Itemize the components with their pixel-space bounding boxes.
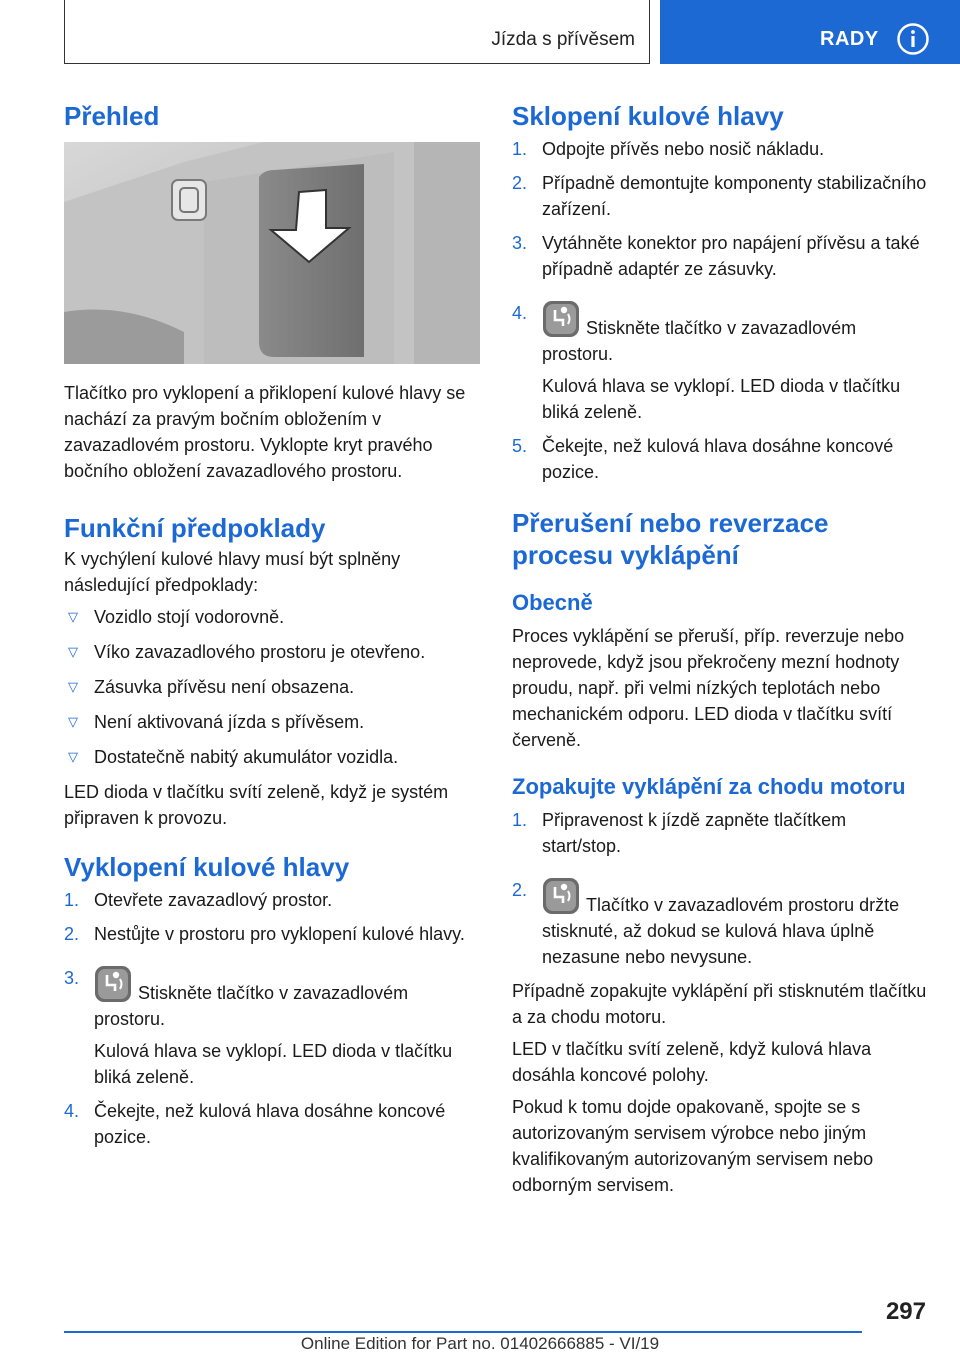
triangle-bullet-icon: ▽ <box>68 749 78 764</box>
header-section-box <box>64 0 650 64</box>
conditions-list <box>64 604 482 770</box>
vyklopeni-steps <box>64 887 482 1150</box>
page-number: 297 <box>885 1298 926 1325</box>
header-section-title: Jízda s přívěsem <box>491 29 635 50</box>
paragraph-service: Pokud k tomu dojde opakovaně, spojte se s autorizovaným servisem výrobce nebo jiným kvalifikovaným autorizovaným servisem nebo odborným servisem. <box>512 1097 874 1195</box>
list-item: 3. Vytáhněte konektor pro napájení přívěsu a také případně adaptér ze zásuvky. <box>512 233 920 279</box>
list-item: ▽ Víko zavazadlového prostoru je otevřeno. <box>64 639 482 665</box>
right-column <box>512 100 930 1204</box>
list-item: 5. Čekejte, než kulová hlava dosáhne koncové pozice. <box>512 436 894 482</box>
led-ready-text: LED dioda v tlačítku svítí zeleně, když je systém připraven k provozu. <box>64 782 449 828</box>
zopakujte-steps <box>512 807 930 970</box>
heading-sklopeni: Sklopení kulové hlavy <box>512 101 784 131</box>
info-icon <box>896 22 930 56</box>
heading-obecne: Obecně <box>512 590 593 615</box>
tow-hitch-button-icon <box>94 965 132 1003</box>
funkcni-intro: K vychýlení kulové hlavy musí být splněny následující předpoklady: <box>64 549 401 595</box>
tow-hitch-button-icon <box>542 877 580 915</box>
tow-hitch-button-icon <box>542 300 580 338</box>
heading-vyklopeni: Vyklopení kulové hlavy <box>64 852 350 882</box>
list-item: 2. Tlačítko v zavazadlovém prostoru držte stisknuté, až dokud se kulová hlava úplně nezasune nebo nevysune. <box>512 867 930 970</box>
list-item: ▽ Vozidlo stojí vodorovně. <box>64 604 482 630</box>
list-item: 3. Stiskněte tlačítko v zavazadlovém prostoru. Kulová hlava se vyklopí. LED dioda v tlačítku bliká zeleně. <box>64 955 482 1090</box>
list-item: ▽ Není aktivovaná jízda s přívěsem. <box>64 709 482 735</box>
list-item: 2. Nestůjte v prostoru pro vyklopení kulové hlavy. <box>64 924 465 944</box>
obecne-text: Proces vyklápění se přeruší, příp. reverzuje nebo neprovede, když jsou překročeny mezní hodnoty proudu, např. při velmi nízkých teplotách nebo mechanickém odporu. LED dioda v tlačítku svítí červeně. <box>512 626 905 750</box>
list-item: 4. Stiskněte tlačítko v zavazadlovém prostoru. Kulová hlava se vyklopí. LED dioda v tlačítku bliká zeleně. <box>512 290 930 425</box>
prehled-text: Tlačítko pro vyklopení a přiklopení kulové hlavy se nachází za pravým bočním obložením v zavazadlovém prostoru. Vyklopte kryt pravého bočního obložení zavazadlového prostoru. <box>64 383 466 481</box>
heading-preruseni: Přerušení nebo reverzace procesu vyklápění <box>512 508 829 570</box>
header-tab-label: RADY <box>820 28 879 50</box>
footer-edition: Online Edition for Part no. 01402666885 - VI/19 <box>300 1334 660 1353</box>
heading-prehled: Přehled <box>64 101 160 131</box>
triangle-bullet-icon: ▽ <box>68 644 78 659</box>
left-column <box>64 100 482 1158</box>
list-item: 4. Čekejte, než kulová hlava dosáhne koncové pozice. <box>64 1101 446 1147</box>
list-item: 1. Otevřete zavazadlový prostor. <box>64 890 333 910</box>
paragraph-repeat: Případně zopakujte vyklápění při stisknutém tlačítku a za chodu motoru. <box>512 981 927 1027</box>
triangle-bullet-icon: ▽ <box>68 679 78 694</box>
heading-zopakujte: Zopakujte vyklápění za chodu motoru <box>512 774 906 799</box>
list-item: 2. Případně demontujte komponenty stabilizačního zařízení. <box>512 173 927 219</box>
list-item: ▽ Zásuvka přívěsu není obsazena. <box>64 674 482 700</box>
paragraph-led-green: LED v tlačítku svítí zeleně, když kulová hlava dosáhla koncové polohy. <box>512 1039 872 1085</box>
trunk-side-panel-photo <box>64 142 480 364</box>
list-item: 1. Připravenost k jízdě zapněte tlačítkem start/stop. <box>512 810 847 856</box>
sklopeni-steps <box>512 136 930 485</box>
heading-funkcni-predpoklady: Funkční předpoklady <box>64 513 326 543</box>
list-item: ▽ Dostatečně nabitý akumulátor vozidla. <box>64 744 482 770</box>
footer-divider <box>64 1331 862 1333</box>
triangle-bullet-icon: ▽ <box>68 609 78 624</box>
list-item: 1. Odpojte přívěs nebo nosič nákladu. <box>512 139 825 159</box>
header-tab-rady[interactable] <box>660 0 960 64</box>
triangle-bullet-icon: ▽ <box>68 714 78 729</box>
